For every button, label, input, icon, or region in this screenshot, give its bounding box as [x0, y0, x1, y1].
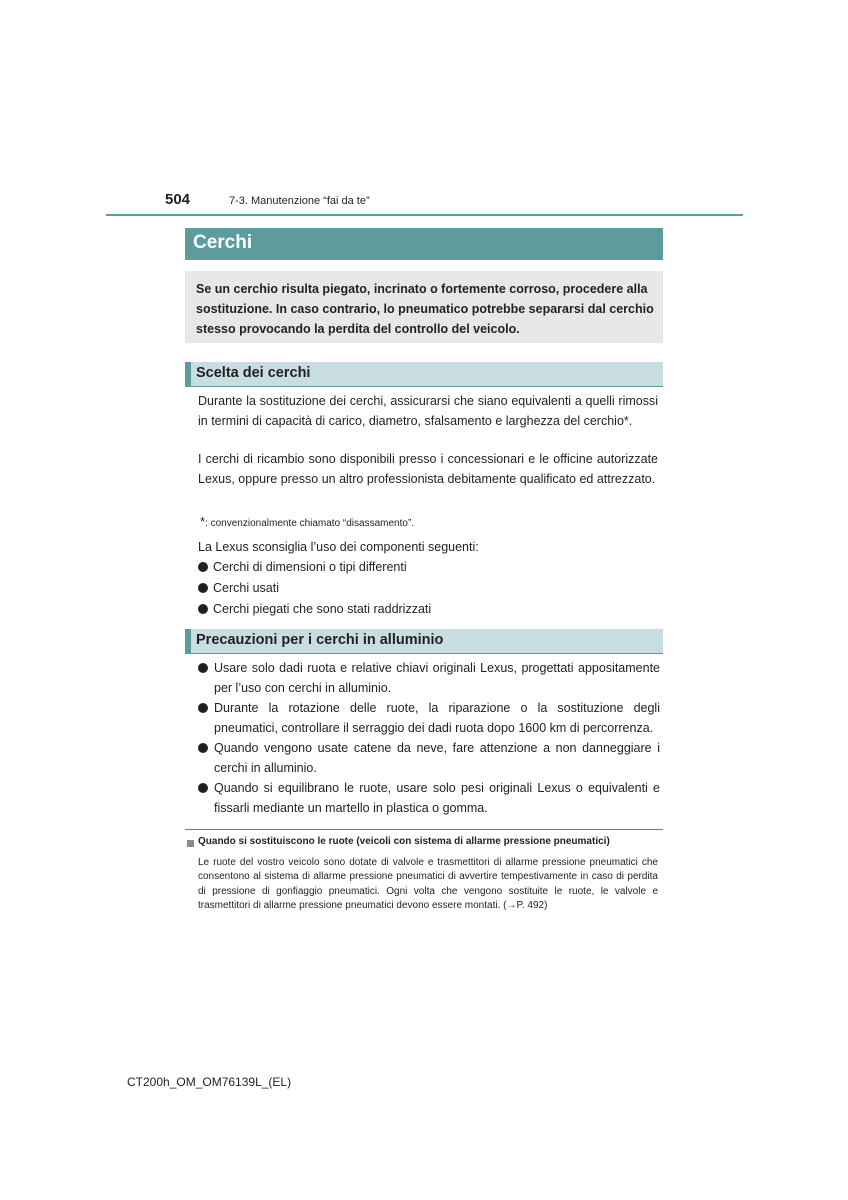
list-item — [198, 778, 660, 818]
bullet-icon — [198, 703, 208, 713]
bullet-icon — [198, 562, 208, 572]
bullet-icon — [198, 663, 208, 673]
section-title: Cerchi — [193, 232, 253, 253]
list-item — [198, 658, 660, 698]
list-item-text: Cerchi piegati che sono stati raddrizzati — [213, 602, 432, 616]
footnote-text: : convenzionalmente chiamato “disassamento”. — [205, 518, 415, 529]
bullet-icon — [198, 604, 208, 614]
alloy-list — [198, 658, 660, 818]
list-item — [198, 578, 279, 598]
page-number: 504 — [165, 191, 191, 208]
note-heading: Quando si sostituiscono le ruote (veicoli con sistema di allarme pressione pneumatici) — [198, 836, 610, 847]
note-body: Le ruote del vostro veicolo sono dotate di valvole e trasmettitori di allarme pressione pneumatici che consentono al sistema di allarme pressione pneumatici di avvertire tempestivamente in caso di perdita di pressione di gonfiaggio pneumatici. Ogni volta che vengono sostituite le ruote, le valvole e trasmettitori di allarme pressione pneumatici devono essere montati. (→P. 492) — [198, 857, 658, 911]
choice-paragraph-2: I cerchi di ricambio sono disponibili presso i concessionari e le officine autorizzate Lexus, oppure presso un altro professionista debitamente qualificato ed attrezzato. — [198, 452, 658, 486]
footer-code: CT200h_OM_OM76139L_(EL) — [127, 1075, 292, 1089]
subsection-accent — [185, 629, 191, 653]
list-item — [198, 738, 660, 778]
choice-paragraph-1: Durante la sostituzione dei cerchi, assicurarsi che siano equivalenti a quelli rimossi in termini di capacità di carico, diametro, sfalsamento e larghezza del cerchio*. — [198, 394, 658, 428]
list-item — [198, 557, 407, 577]
list-item-text: Durante la rotazione delle ruote, la riparazione o la sostituzione degli pneumatici, controllare il serraggio dei dadi ruota dopo 1600 km di percorrenza. — [214, 701, 660, 735]
bullet-icon — [198, 743, 208, 753]
subsection-rule — [185, 653, 663, 654]
warning-box — [185, 271, 663, 343]
subsection-title-choice: Scelta dei cerchi — [196, 365, 311, 381]
list-item — [198, 599, 431, 619]
bullet-icon — [198, 583, 208, 593]
warning-text: Se un cerchio risulta piegato, incrinato o fortemente corroso, procedere alla sostituzione. In caso contrario, lo pneumatico potrebbe separarsi dal cerchio stesso provocando la perdita del controllo del veicolo. — [196, 282, 654, 336]
subsection-banner-alloy — [185, 629, 663, 653]
note-divider — [185, 829, 663, 830]
subsection-banner-choice — [185, 362, 663, 386]
list-item-text: Quando si equilibrano le ruote, usare solo pesi originali Lexus o equivalenti e fissarli mediante un martello in plastica o gomma. — [214, 781, 660, 815]
choice-intro: La Lexus sconsiglia l’uso dei componenti seguenti: — [198, 540, 479, 554]
list-item-text: Quando vengono usate catene da neve, fare attenzione a non danneggiare i cerchi in alluminio. — [214, 741, 660, 775]
subsection-rule — [185, 386, 663, 387]
list-item-text: Cerchi di dimensioni o tipi differenti — [213, 560, 407, 574]
footnote-marker: * — [200, 514, 206, 529]
subsection-title-alloy: Precauzioni per i cerchi in alluminio — [196, 632, 444, 648]
chapter-title: 7-3. Manutenzione “fai da te” — [229, 195, 370, 207]
footnote — [200, 514, 414, 529]
subsection-accent — [185, 362, 191, 386]
list-item — [198, 698, 660, 738]
list-item-text: Cerchi usati — [213, 581, 279, 595]
section-banner — [185, 228, 663, 260]
list-item-text: Usare solo dadi ruota e relative chiavi originali Lexus, progettati appositamente per l’uso con cerchi in alluminio. — [214, 661, 660, 695]
header-divider — [106, 214, 743, 216]
square-bullet-icon — [187, 840, 194, 847]
bullet-icon — [198, 783, 208, 793]
